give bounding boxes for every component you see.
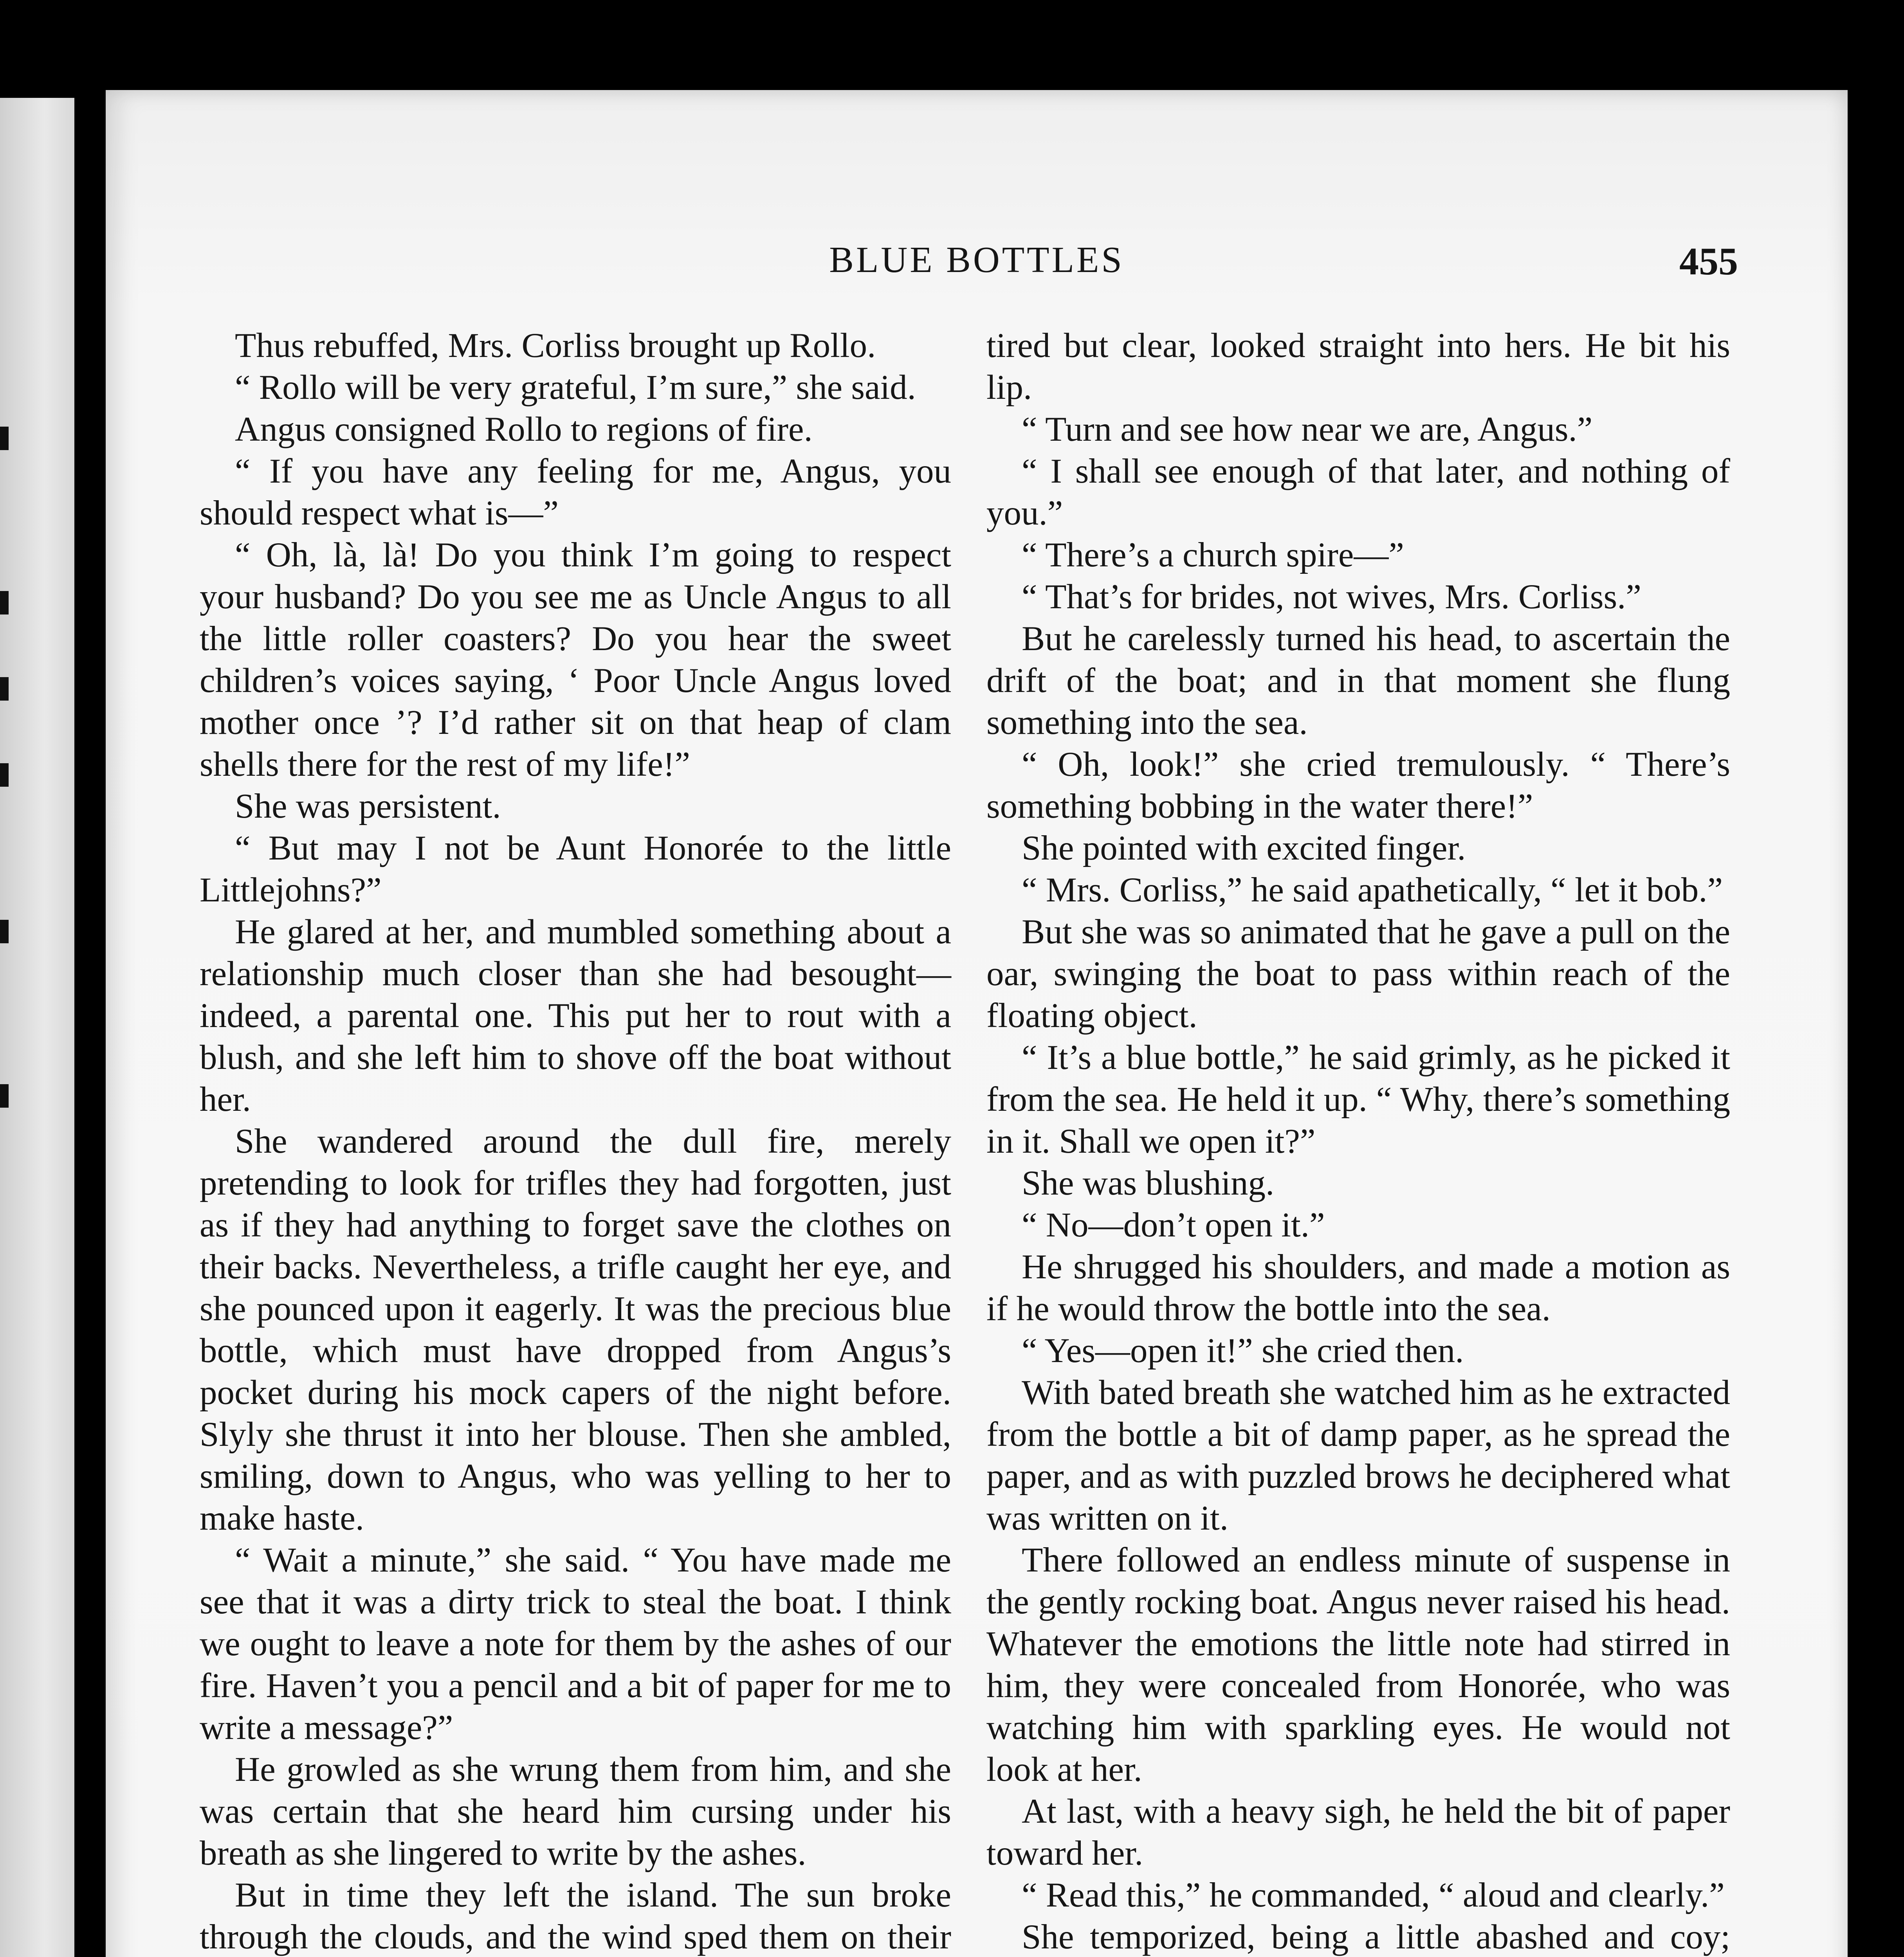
- page-number: 455: [1679, 240, 1738, 283]
- paragraph: “ Turn and see how near we are, Angus.”: [1022, 410, 1593, 449]
- paragraph: He shrugged his shoulders, and made a motion as if he would throw the bottle into the sea.: [986, 1248, 1730, 1328]
- paragraph: “ But may I not be Aunt Honorée to the little Littlejohns?”: [200, 829, 951, 909]
- paragraph-continued: tired but clear, looked straight into hers. He bit his lip.: [986, 326, 1730, 407]
- paragraph: He growled as she wrung them from him, and she was certain that she heard him cursing under his breath as she lingered to write by the ashes.: [200, 1750, 951, 1872]
- paragraph: With bated breath she watched him as he extracted from the bottle a bit of damp paper, as he spread the paper, and as with puzzled brows he deciphered what was written on it.: [986, 1373, 1730, 1537]
- left-column: [200, 325, 951, 1957]
- paragraph: “ Yes—open it!” she cried then.: [1022, 1332, 1464, 1370]
- paragraph: “ Oh, look!” she cried tremulously. “ There’s something bobbing in the water there!”: [986, 745, 1730, 825]
- paragraph: “ If you have any feeling for me, Angus, you should respect what is—”: [200, 452, 951, 532]
- paragraph: “ Rollo will be very grateful, I’m sure,” she said.: [235, 368, 916, 407]
- paragraph: “ Wait a minute,” she said. “ You have made me see that it was a dirty trick to steal the boat. I think we ought to leave a note for them by the ashes of our fire. Haven’t you a pencil and a bit of paper for me to write a message?”: [200, 1541, 951, 1747]
- paragraph: “ Read this,” he commanded, “ aloud and clearly.”: [1022, 1876, 1725, 1914]
- right-column: [986, 325, 1730, 1957]
- paragraph: “ There’s a church spire—”: [1022, 536, 1404, 574]
- paragraph: “ No—don’t open it.”: [1022, 1206, 1325, 1244]
- paragraph: At last, with a heavy sigh, he held the bit of paper toward her.: [986, 1792, 1730, 1872]
- paragraph: “ It’s a blue bottle,” he said grimly, as he picked it from the sea. He held it up. “ Why, there’s something in it. Shall we open it?”: [986, 1038, 1730, 1161]
- paragraph: Angus consigned Rollo to regions of fire.: [235, 410, 813, 449]
- paragraph: There followed an endless minute of suspense in the gently rocking boat. Angus never raised his head. Whatever the emotions the little note had stirred in him, they were concealed from Honorée, who was watching him with sparkling eyes. He would not look at her.: [986, 1541, 1730, 1789]
- paragraph: He glared at her, and mumbled something about a relationship much closer than she had besought—indeed, a parental one. This put her to rout with a blush, and she left him to shove off the boat without her.: [200, 913, 951, 1119]
- previous-page-edge: [0, 98, 74, 1957]
- book-page: [106, 90, 1848, 1957]
- paragraph: “ Mrs. Corliss,” he said apathetically, “ let it bob.”: [1022, 871, 1723, 909]
- previous-page-text-fragments: [0, 333, 12, 1115]
- paragraph: She was blushing.: [1022, 1164, 1275, 1202]
- paragraph: But in time they left the island. The sun broke through the clouds, and the wind sped them on their: [200, 1876, 951, 1956]
- paragraph: She pointed with excited finger.: [1022, 829, 1466, 867]
- paragraph: She temporized, being a little abashed and coy;: [1022, 1918, 1730, 1956]
- running-head: [106, 239, 1848, 294]
- paragraph: “ That’s for brides, not wives, Mrs. Corliss.”: [1022, 578, 1641, 616]
- running-title: BLUE BOTTLES: [829, 240, 1124, 280]
- paragraph: Thus rebuffed, Mrs. Corliss brought up Rollo.: [235, 326, 876, 365]
- paragraph: She was persistent.: [235, 787, 501, 825]
- paragraph: “ Oh, là, là! Do you think I’m going to respect your husband? Do you see me as Uncle Angus to all the little roller coasters? Do you hear the sweet children’s voices saying, ‘ Poor Uncle Angus loved mother once ’? I’d rather sit on that heap of clam shells there for the rest of my life!”: [200, 536, 951, 784]
- paragraph: “ I shall see enough of that later, and nothing of you.”: [986, 452, 1730, 532]
- paragraph: She wandered around the dull fire, merely pretending to look for trifles they had forgotten, just as if they had anything to forget save the clothes on their backs. Nevertheless, a trifle caught her eye, and she pounced upon it eagerly. It was the precious blue bottle, which must have dropped from Angus’s pocket during his mock capers of the night before. Slyly she thrust it into her blouse. Then she ambled, smiling, down to Angus, who was yelling to her to make haste.: [200, 1122, 951, 1537]
- paragraph: But he carelessly turned his head, to ascertain the drift of the boat; and in that moment she flung something into the sea.: [986, 620, 1730, 742]
- paragraph: But she was so animated that he gave a pull on the oar, swinging the boat to pass within reach of the floating object.: [986, 913, 1730, 1035]
